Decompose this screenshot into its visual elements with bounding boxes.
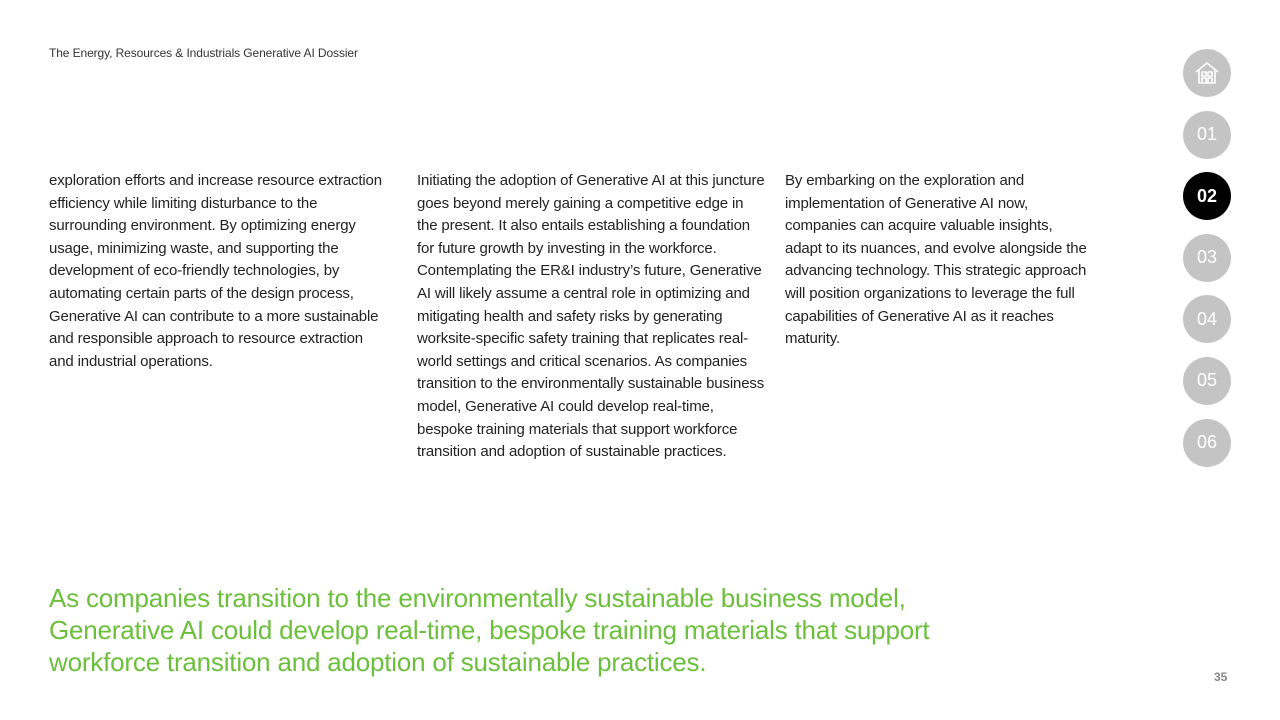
nav-section-05[interactable] xyxy=(1183,357,1231,405)
nav-section-label: 05 xyxy=(1196,370,1218,391)
section-nav xyxy=(1183,49,1231,480)
nav-section-06[interactable] xyxy=(1183,419,1231,467)
nav-section-04[interactable] xyxy=(1183,295,1231,343)
body-column-3: By embarking on the exploration and implementation of Generative AI now, companies can acquire valuable insights, adapt to its nuances, and evolve alongside the advancing technology. This strategic approach will position organizations to leverage the full capabilities of Generative AI as it reaches maturity. xyxy=(785,172,1087,348)
home-icon xyxy=(1192,58,1222,88)
page-number: 35 xyxy=(1214,670,1228,684)
nav-section-label: 02 xyxy=(1196,185,1218,206)
nav-section-label: 01 xyxy=(1196,124,1218,145)
nav-section-label: 06 xyxy=(1196,432,1218,453)
nav-home-button[interactable] xyxy=(1183,49,1231,97)
nav-section-03[interactable] xyxy=(1183,234,1231,282)
nav-section-01[interactable] xyxy=(1183,111,1231,159)
nav-section-02[interactable] xyxy=(1183,172,1231,220)
body-column-1: exploration efforts and increase resource extraction efficiency while limiting disturbance to the surrounding environment. By optimizing energy usage, minimizing waste, and supporting the development of eco-friendly technologies, by automating certain parts of the design process, Generative AI can contribute to a more sustainable and responsible approach to resource extraction and industrial operations. xyxy=(49,172,382,370)
pull-quote: As companies transition to the environmentally sustainable business model, Generative AI could develop real-time, bespoke training materials that support workforce transition and adoption of sustainable practices. xyxy=(49,583,930,677)
document-title: The Energy, Resources & Industrials Generative AI Dossier xyxy=(49,46,358,60)
nav-section-label: 03 xyxy=(1196,247,1218,268)
nav-section-label: 04 xyxy=(1196,308,1218,329)
body-column-2: Initiating the adoption of Generative AI at this juncture goes beyond merely gaining a competitive edge in the present. It also entails establishing a foundation for future growth by investing in the workforce. Contemplating the ER&I industry’s future, Generative AI will likely assume a central role in optimizing and mitigating health and safety risks by generating worksite-specific safety training that replicates real-world settings and critical scenarios. As companies transition to the environmentally sustainable business model, Generative AI could develop real-time, bespoke training materials that support workforce transition and adoption of sustainable practices. xyxy=(417,172,765,461)
